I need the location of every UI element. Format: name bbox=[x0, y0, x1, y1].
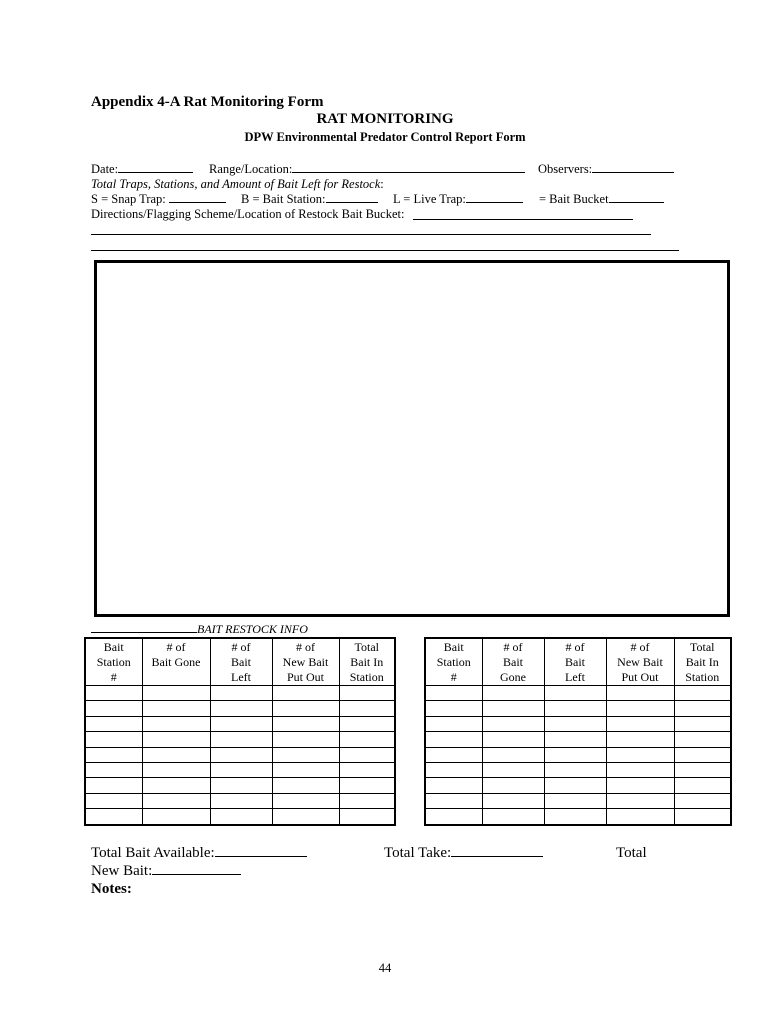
table-cell[interactable] bbox=[272, 732, 339, 747]
col-bait-station: Bait Station # bbox=[425, 638, 482, 686]
table-cell[interactable] bbox=[210, 686, 272, 701]
totals-colon: : bbox=[380, 177, 384, 191]
table-cell[interactable] bbox=[142, 732, 210, 747]
col-total-bait: Total Bait In Station bbox=[339, 638, 395, 686]
new-bait-field[interactable] bbox=[91, 863, 241, 880]
date-blank[interactable] bbox=[118, 172, 193, 173]
table-cell[interactable] bbox=[674, 747, 731, 762]
table-cell[interactable] bbox=[85, 747, 142, 762]
restock-blank[interactable] bbox=[91, 621, 197, 633]
directions-line-2[interactable] bbox=[91, 234, 651, 235]
range-label: Range/Location: bbox=[209, 162, 293, 176]
sketch-map-box[interactable] bbox=[94, 260, 730, 617]
table-cell[interactable] bbox=[85, 701, 142, 716]
table-row bbox=[425, 732, 731, 747]
table-cell[interactable] bbox=[482, 762, 544, 777]
table-cell[interactable] bbox=[544, 747, 606, 762]
new-bait-blank[interactable] bbox=[152, 874, 241, 875]
table-cell[interactable] bbox=[85, 809, 142, 825]
table-cell[interactable] bbox=[482, 793, 544, 808]
table-cell[interactable] bbox=[606, 809, 674, 825]
table-row bbox=[85, 747, 395, 762]
directions-blank[interactable] bbox=[413, 219, 633, 220]
observers-blank[interactable] bbox=[592, 172, 674, 173]
table-cell[interactable] bbox=[210, 793, 272, 808]
table-cell[interactable] bbox=[544, 686, 606, 701]
table-cell[interactable] bbox=[425, 778, 482, 793]
table-cell[interactable] bbox=[674, 701, 731, 716]
table-row bbox=[85, 701, 395, 716]
notes-label: Notes: bbox=[91, 881, 132, 897]
table-header-row bbox=[425, 638, 731, 686]
table-cell[interactable] bbox=[142, 809, 210, 825]
table-cell[interactable] bbox=[85, 686, 142, 701]
table-cell[interactable] bbox=[544, 716, 606, 731]
table-cell[interactable] bbox=[210, 778, 272, 793]
table-cell[interactable] bbox=[425, 716, 482, 731]
table-cell[interactable] bbox=[85, 762, 142, 777]
col-bait-gone: # of Bait Gone bbox=[142, 638, 210, 686]
totals-instruction bbox=[91, 177, 384, 192]
table-cell[interactable] bbox=[272, 701, 339, 716]
bait-bucket-blank[interactable] bbox=[609, 202, 664, 203]
snap-trap-label: S = Snap Trap: bbox=[91, 192, 166, 206]
table-cell[interactable] bbox=[674, 778, 731, 793]
total-take-field[interactable] bbox=[384, 845, 543, 862]
table-cell[interactable] bbox=[142, 793, 210, 808]
date-field[interactable] bbox=[91, 162, 193, 177]
date-label: Date: bbox=[91, 162, 119, 176]
table-cell[interactable] bbox=[142, 686, 210, 701]
table-cell[interactable] bbox=[482, 747, 544, 762]
observers-label: Observers: bbox=[538, 162, 593, 176]
table-cell[interactable] bbox=[210, 762, 272, 777]
table-row bbox=[85, 716, 395, 731]
table-cell[interactable] bbox=[339, 716, 395, 731]
table-cell[interactable] bbox=[272, 686, 339, 701]
table-cell[interactable] bbox=[210, 716, 272, 731]
total-take-blank[interactable] bbox=[451, 856, 543, 857]
table-row bbox=[85, 686, 395, 701]
table-cell[interactable] bbox=[544, 793, 606, 808]
bait-bucket-label: = Bait Bucket bbox=[539, 192, 609, 206]
total-bait-available-blank[interactable] bbox=[215, 856, 307, 857]
table-cell[interactable] bbox=[210, 809, 272, 825]
snap-trap-field[interactable] bbox=[91, 192, 226, 207]
totals-instruction-text: Total Traps, Stations, and Amount of Bait Left for Restock bbox=[91, 177, 381, 191]
table-cell[interactable] bbox=[482, 778, 544, 793]
table-cell[interactable] bbox=[272, 747, 339, 762]
table-cell[interactable] bbox=[606, 778, 674, 793]
table-row bbox=[425, 747, 731, 762]
col-new-bait: # of New Bait Put Out bbox=[272, 638, 339, 686]
table-row bbox=[425, 778, 731, 793]
live-trap-blank[interactable] bbox=[466, 202, 523, 203]
table-header-row bbox=[85, 638, 395, 686]
table-cell[interactable] bbox=[482, 686, 544, 701]
table-row bbox=[425, 809, 731, 825]
table-cell[interactable] bbox=[272, 809, 339, 825]
table-cell[interactable] bbox=[674, 732, 731, 747]
bait-station-label: B = Bait Station: bbox=[241, 192, 326, 206]
bait-table-right bbox=[424, 637, 732, 826]
table-cell[interactable] bbox=[339, 747, 395, 762]
form-title: RAT MONITORING bbox=[316, 111, 454, 127]
table-cell[interactable] bbox=[425, 686, 482, 701]
table-cell[interactable] bbox=[142, 747, 210, 762]
directions-line-3[interactable] bbox=[91, 250, 679, 251]
table-cell[interactable] bbox=[606, 732, 674, 747]
table-cell[interactable] bbox=[425, 762, 482, 777]
table-cell[interactable] bbox=[339, 732, 395, 747]
table-row bbox=[425, 762, 731, 777]
table-cell[interactable] bbox=[482, 732, 544, 747]
appendix-heading: Appendix 4-A Rat Monitoring Form bbox=[91, 94, 324, 110]
table-row bbox=[425, 701, 731, 716]
col-total-bait: Total Bait In Station bbox=[674, 638, 731, 686]
live-trap-field[interactable] bbox=[393, 192, 523, 207]
table-cell[interactable] bbox=[482, 716, 544, 731]
live-trap-label: L = Live Trap: bbox=[393, 192, 466, 206]
table-cell[interactable] bbox=[425, 732, 482, 747]
new-bait-label: New Bait: bbox=[91, 863, 153, 879]
col-bait-left: # of Bait Left bbox=[544, 638, 606, 686]
directions-field[interactable] bbox=[91, 207, 404, 222]
table-row bbox=[85, 732, 395, 747]
table-row bbox=[425, 793, 731, 808]
table-cell[interactable] bbox=[425, 793, 482, 808]
table-cell[interactable] bbox=[425, 701, 482, 716]
table-cell[interactable] bbox=[482, 809, 544, 825]
bait-restock-heading bbox=[91, 621, 308, 637]
table-cell[interactable] bbox=[142, 701, 210, 716]
total-bait-available-field[interactable] bbox=[91, 845, 307, 862]
table-cell[interactable] bbox=[606, 747, 674, 762]
table-cell[interactable] bbox=[85, 793, 142, 808]
table-cell[interactable] bbox=[85, 716, 142, 731]
col-bait-left: # of Bait Left bbox=[210, 638, 272, 686]
bait-bucket-field[interactable] bbox=[539, 192, 664, 207]
table-row bbox=[425, 716, 731, 731]
table-cell[interactable] bbox=[425, 809, 482, 825]
snap-trap-blank[interactable] bbox=[169, 202, 226, 203]
table-cell[interactable] bbox=[674, 793, 731, 808]
table-cell[interactable] bbox=[272, 793, 339, 808]
table-cell[interactable] bbox=[674, 809, 731, 825]
table-cell[interactable] bbox=[606, 716, 674, 731]
restock-label: BAIT RESTOCK INFO bbox=[197, 622, 308, 636]
table-row bbox=[425, 686, 731, 701]
observers-field[interactable] bbox=[538, 162, 674, 177]
table-cell[interactable] bbox=[544, 732, 606, 747]
table-cell[interactable] bbox=[544, 762, 606, 777]
directions-label: Directions/Flagging Scheme/Location of Restock Bait Bucket: bbox=[91, 207, 405, 221]
page-number: 44 bbox=[378, 961, 392, 975]
table-cell[interactable] bbox=[606, 686, 674, 701]
table-row bbox=[85, 778, 395, 793]
table-cell[interactable] bbox=[339, 762, 395, 777]
table-cell[interactable] bbox=[544, 701, 606, 716]
table-cell[interactable] bbox=[606, 762, 674, 777]
table-cell[interactable] bbox=[339, 793, 395, 808]
range-blank[interactable] bbox=[292, 172, 525, 173]
table-cell[interactable] bbox=[606, 793, 674, 808]
form-subtitle: DPW Environmental Predator Control Report Form bbox=[244, 130, 526, 144]
table-cell[interactable] bbox=[272, 762, 339, 777]
table-cell[interactable] bbox=[544, 778, 606, 793]
bait-table-left bbox=[84, 637, 396, 826]
table-cell[interactable] bbox=[674, 686, 731, 701]
table-cell[interactable] bbox=[210, 747, 272, 762]
table-cell[interactable] bbox=[544, 809, 606, 825]
table-cell[interactable] bbox=[272, 778, 339, 793]
table-cell[interactable] bbox=[142, 778, 210, 793]
range-field[interactable] bbox=[209, 162, 525, 177]
table-cell[interactable] bbox=[142, 716, 210, 731]
col-bait-gone: # of Bait Gone bbox=[482, 638, 544, 686]
table-cell[interactable] bbox=[339, 701, 395, 716]
bait-station-blank[interactable] bbox=[326, 202, 378, 203]
table-cell[interactable] bbox=[425, 747, 482, 762]
table-cell[interactable] bbox=[674, 762, 731, 777]
table-cell[interactable] bbox=[272, 716, 339, 731]
table-cell[interactable] bbox=[339, 809, 395, 825]
table-row bbox=[85, 762, 395, 777]
total-label: Total bbox=[616, 845, 647, 861]
table-cell[interactable] bbox=[482, 701, 544, 716]
table-cell[interactable] bbox=[85, 778, 142, 793]
table-cell[interactable] bbox=[339, 778, 395, 793]
table-cell[interactable] bbox=[85, 732, 142, 747]
table-cell[interactable] bbox=[210, 732, 272, 747]
col-new-bait: # of New Bait Put Out bbox=[606, 638, 674, 686]
col-bait-station: Bait Station # bbox=[85, 638, 142, 686]
table-row bbox=[85, 809, 395, 825]
table-cell[interactable] bbox=[210, 701, 272, 716]
table-cell[interactable] bbox=[674, 716, 731, 731]
table-row bbox=[85, 793, 395, 808]
table-cell[interactable] bbox=[339, 686, 395, 701]
bait-station-field[interactable] bbox=[241, 192, 378, 207]
total-bait-available-label: Total Bait Available: bbox=[91, 845, 215, 861]
table-cell[interactable] bbox=[142, 762, 210, 777]
table-cell[interactable] bbox=[606, 701, 674, 716]
total-take-label: Total Take: bbox=[384, 845, 452, 861]
